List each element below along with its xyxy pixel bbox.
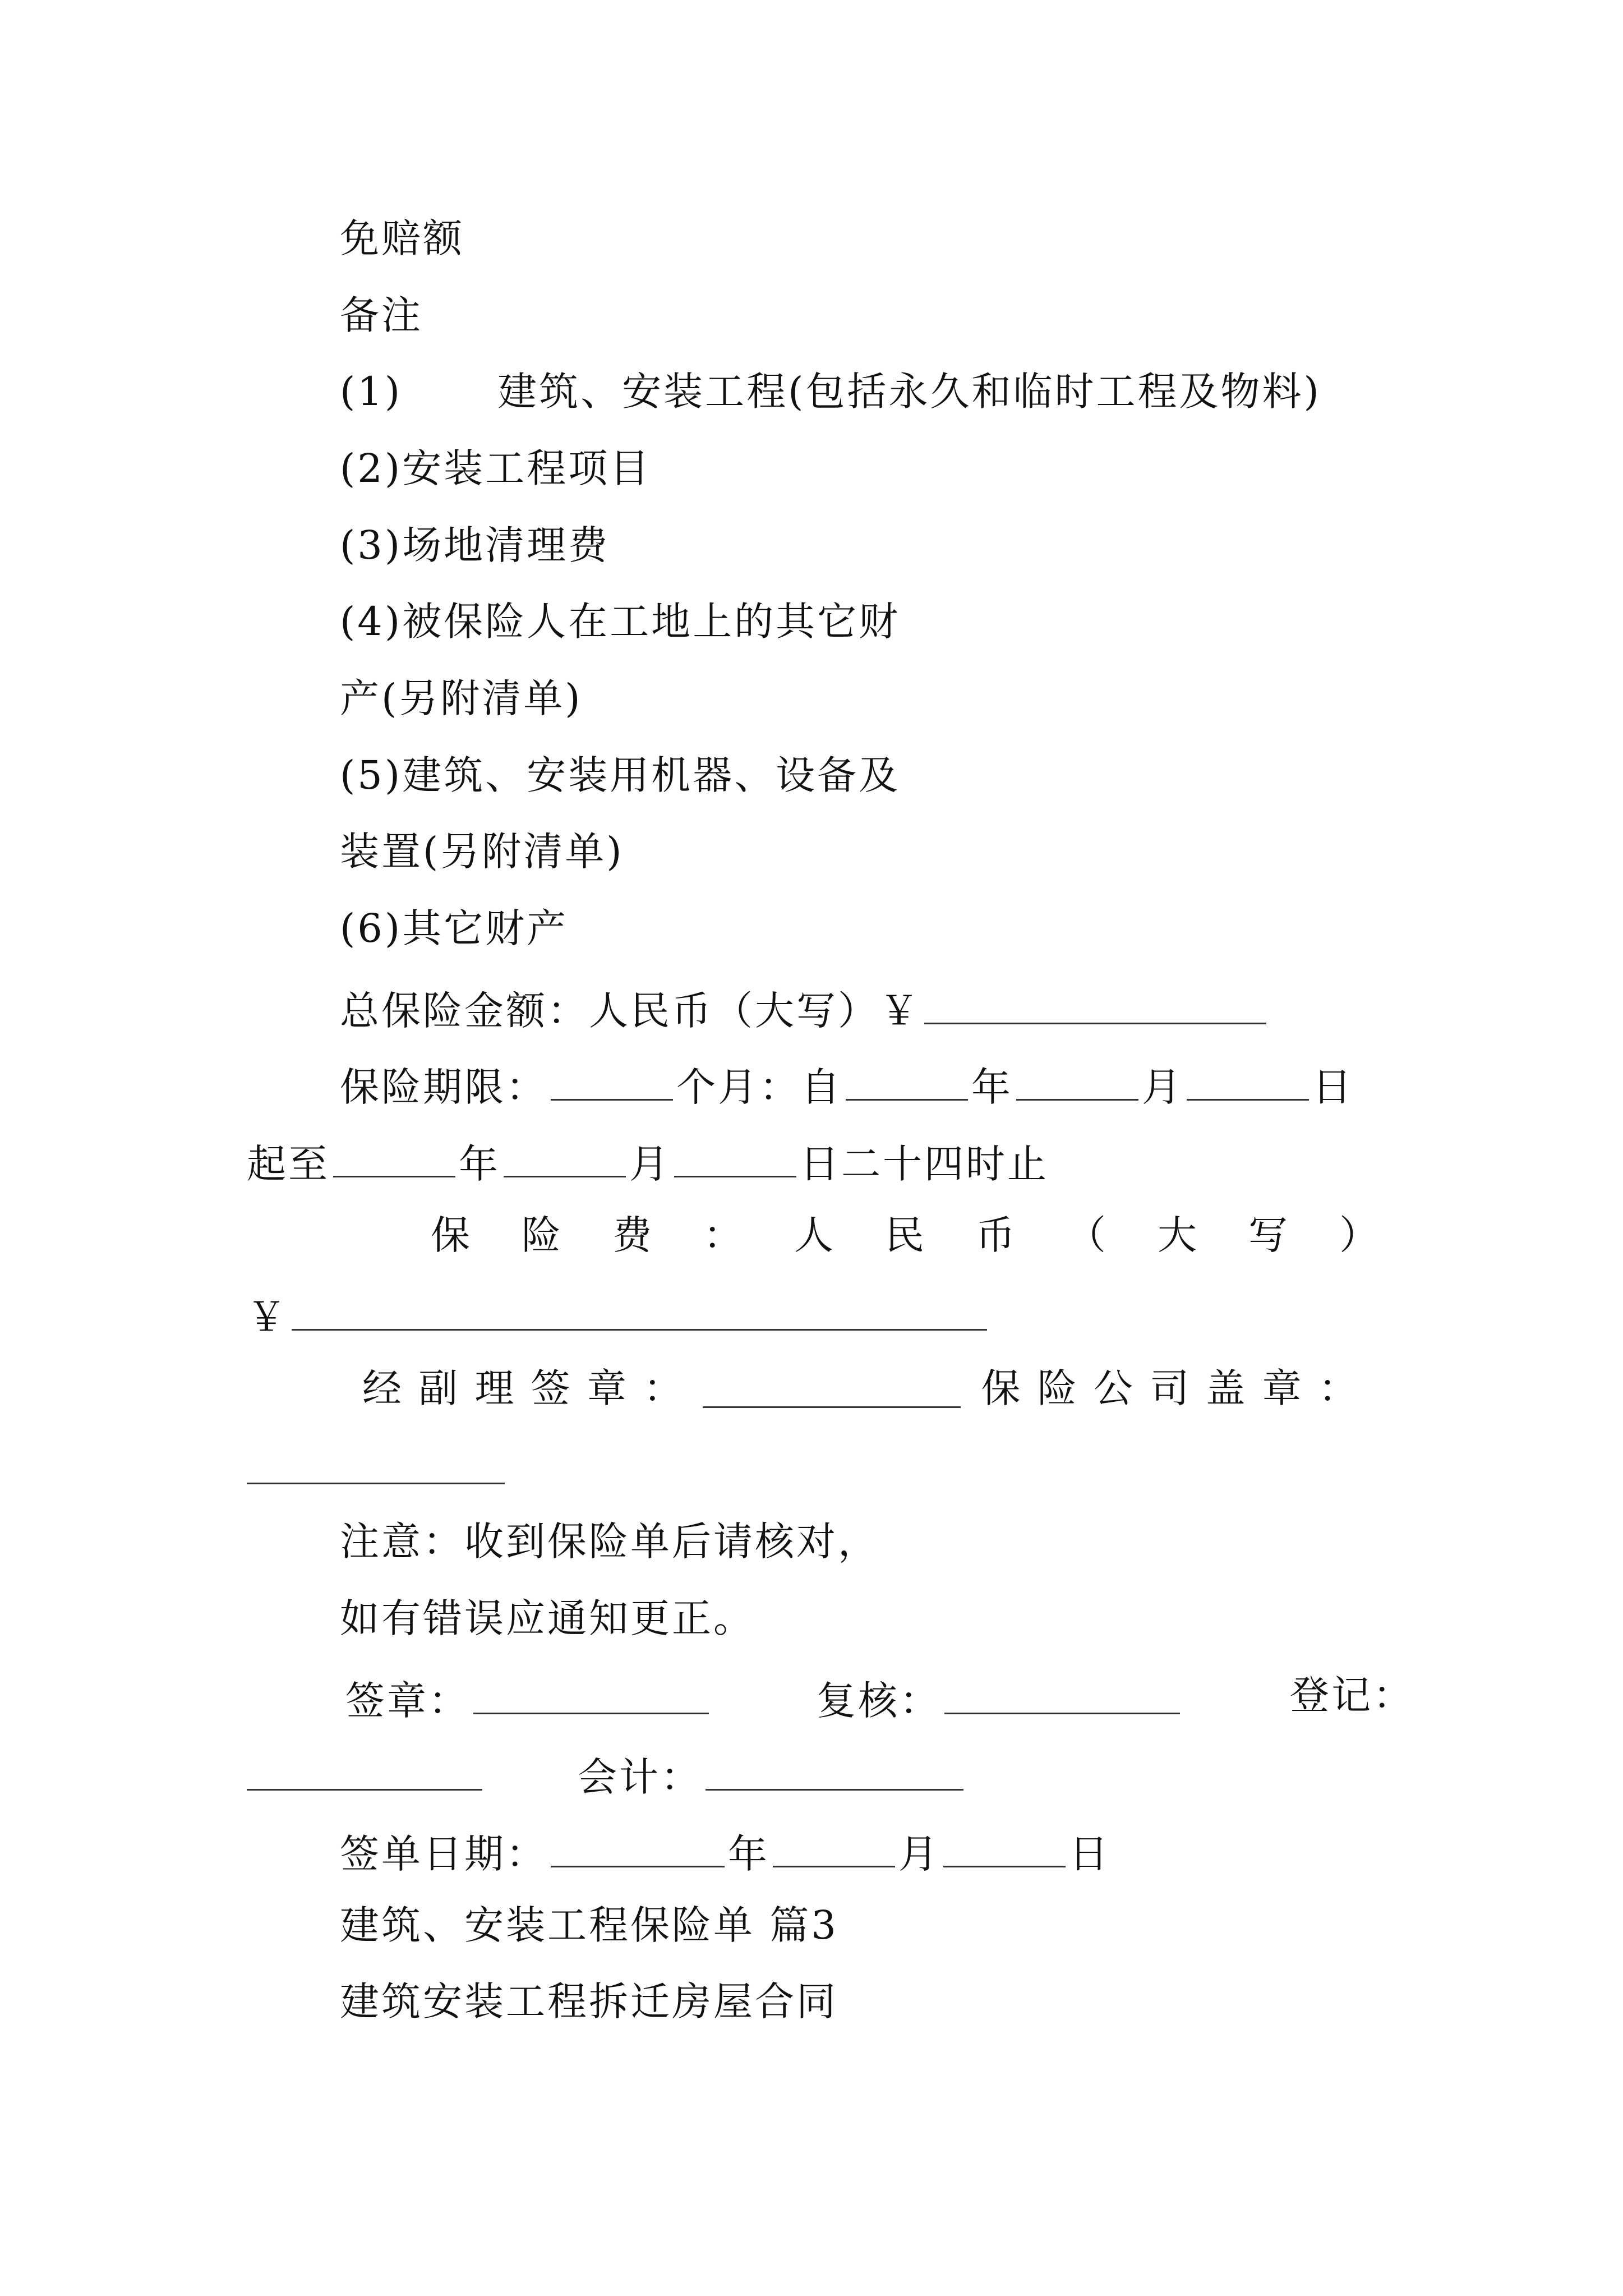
item-1 xyxy=(340,369,1321,415)
end-year-blank[interactable] xyxy=(333,1139,455,1177)
start-month-label: 月 xyxy=(1142,1064,1183,1110)
item-4-line-2: 产(另附清单) xyxy=(340,675,583,721)
manager-sign-char: 章 xyxy=(587,1365,626,1411)
manager-sign-char: 副 xyxy=(418,1365,458,1411)
premium-line xyxy=(431,1212,1378,1258)
period-from-label: 起至 xyxy=(247,1141,330,1187)
item-1-text: 建筑、安装工程(包括永久和临时工程及物料) xyxy=(497,369,1321,415)
period-months-blank[interactable] xyxy=(551,1062,673,1101)
review-block xyxy=(817,1676,1183,1724)
company-seal-char: 盖 xyxy=(1206,1365,1246,1411)
next-document-title: 建筑安装工程拆迁房屋合同 xyxy=(340,1978,838,2024)
remarks-label: 备注 xyxy=(340,292,423,338)
issue-date-line xyxy=(340,1829,1110,1877)
company-seal-char: 公 xyxy=(1093,1365,1133,1411)
premium-char: 民 xyxy=(885,1212,924,1258)
insurance-period-end-line xyxy=(247,1139,1049,1187)
period-end-label: 日二十四时止 xyxy=(800,1141,1049,1187)
issue-month-label: 月 xyxy=(898,1831,940,1877)
item-5-line-2: 装置(另附清单) xyxy=(340,829,624,875)
signature-line xyxy=(362,1365,1358,1411)
insurance-period-line xyxy=(340,1062,1354,1110)
company-seal-char: 章 xyxy=(1262,1365,1302,1411)
item-4-line-1: (4)被保险人在工地上的其它财 xyxy=(340,599,901,645)
review-blank[interactable] xyxy=(944,1676,1180,1714)
item-6: (6)其它财产 xyxy=(340,905,569,951)
item-2: (2)安装工程项目 xyxy=(340,445,652,491)
company-seal-blank-line xyxy=(247,1446,508,1490)
premium-char: ） xyxy=(1339,1212,1378,1258)
sign-block xyxy=(345,1676,712,1724)
end-day-blank[interactable] xyxy=(674,1139,796,1177)
issue-year-label: 年 xyxy=(728,1831,769,1877)
start-day-blank[interactable] xyxy=(1187,1062,1309,1101)
premium-char: ： xyxy=(703,1212,743,1258)
issue-year-blank[interactable] xyxy=(551,1829,725,1867)
premium-char: 大 xyxy=(1158,1212,1197,1258)
period-months-label: 个月：自 xyxy=(676,1064,842,1110)
end-year-label: 年 xyxy=(459,1141,500,1187)
notice-line-1: 注意：收到保险单后请核对， xyxy=(340,1519,879,1565)
premium-char: 险 xyxy=(522,1212,561,1258)
manager-signature-blank[interactable] xyxy=(703,1369,961,1408)
premium-char: 写 xyxy=(1248,1212,1288,1258)
start-month-blank[interactable] xyxy=(1016,1062,1138,1101)
premium-char: （ xyxy=(1067,1212,1106,1258)
start-year-blank[interactable] xyxy=(846,1062,968,1101)
total-amount-blank[interactable] xyxy=(924,986,1266,1024)
yen-sign: ￥ xyxy=(247,1294,288,1340)
premium-char: 币 xyxy=(976,1212,1015,1258)
review-label: 复核： xyxy=(817,1678,941,1724)
end-month-blank[interactable] xyxy=(504,1139,626,1177)
premium-char: 人 xyxy=(794,1212,833,1258)
total-amount-line xyxy=(340,986,1270,1034)
sign-label: 签章： xyxy=(345,1678,470,1724)
issue-date-label: 签单日期： xyxy=(340,1831,547,1877)
start-day-label: 日 xyxy=(1312,1064,1354,1110)
register-accountant-line xyxy=(247,1752,486,1797)
manager-sign-char: 经 xyxy=(362,1365,402,1411)
total-amount-label: 总保险金额：人民币（大写）￥ xyxy=(340,988,921,1034)
sign-blank[interactable] xyxy=(473,1676,709,1714)
premium-amount-blank[interactable] xyxy=(292,1292,987,1331)
issue-day-label: 日 xyxy=(1069,1831,1110,1877)
register-blank[interactable] xyxy=(247,1752,482,1791)
start-year-label: 年 xyxy=(971,1064,1013,1110)
period-label: 保险期限： xyxy=(340,1064,547,1110)
manager-sign-char: 签 xyxy=(531,1365,570,1411)
end-month-label: 月 xyxy=(629,1141,671,1187)
premium-amount-line xyxy=(247,1292,990,1340)
manager-sign-char: ： xyxy=(643,1365,683,1411)
accountant-blank[interactable] xyxy=(706,1752,963,1791)
issue-month-blank[interactable] xyxy=(773,1829,895,1867)
deductible-label: 免赔额 xyxy=(340,215,464,261)
issue-day-blank[interactable] xyxy=(943,1829,1066,1867)
accountant-block xyxy=(578,1752,967,1800)
company-seal-blank[interactable] xyxy=(247,1446,505,1484)
item-5-line-1: (5)建筑、安装用机器、设备及 xyxy=(340,752,901,798)
company-seal-char: 保 xyxy=(981,1365,1021,1411)
item-3: (3)场地清理费 xyxy=(340,522,610,568)
premium-char: 保 xyxy=(431,1212,470,1258)
section-title: 建筑、安装工程保险单 篇3 xyxy=(340,1902,838,1948)
register-label: 登记： xyxy=(1290,1672,1414,1718)
premium-char: 费 xyxy=(612,1212,652,1258)
notice-line-2: 如有错误应通知更正。 xyxy=(340,1595,755,1641)
company-seal-char: 司 xyxy=(1150,1365,1189,1411)
accountant-label: 会计： xyxy=(578,1754,702,1800)
company-seal-char: 险 xyxy=(1037,1365,1077,1411)
item-1-number: (1) xyxy=(340,369,403,415)
manager-sign-char: 理 xyxy=(474,1365,514,1411)
company-seal-char: ： xyxy=(1318,1365,1358,1411)
